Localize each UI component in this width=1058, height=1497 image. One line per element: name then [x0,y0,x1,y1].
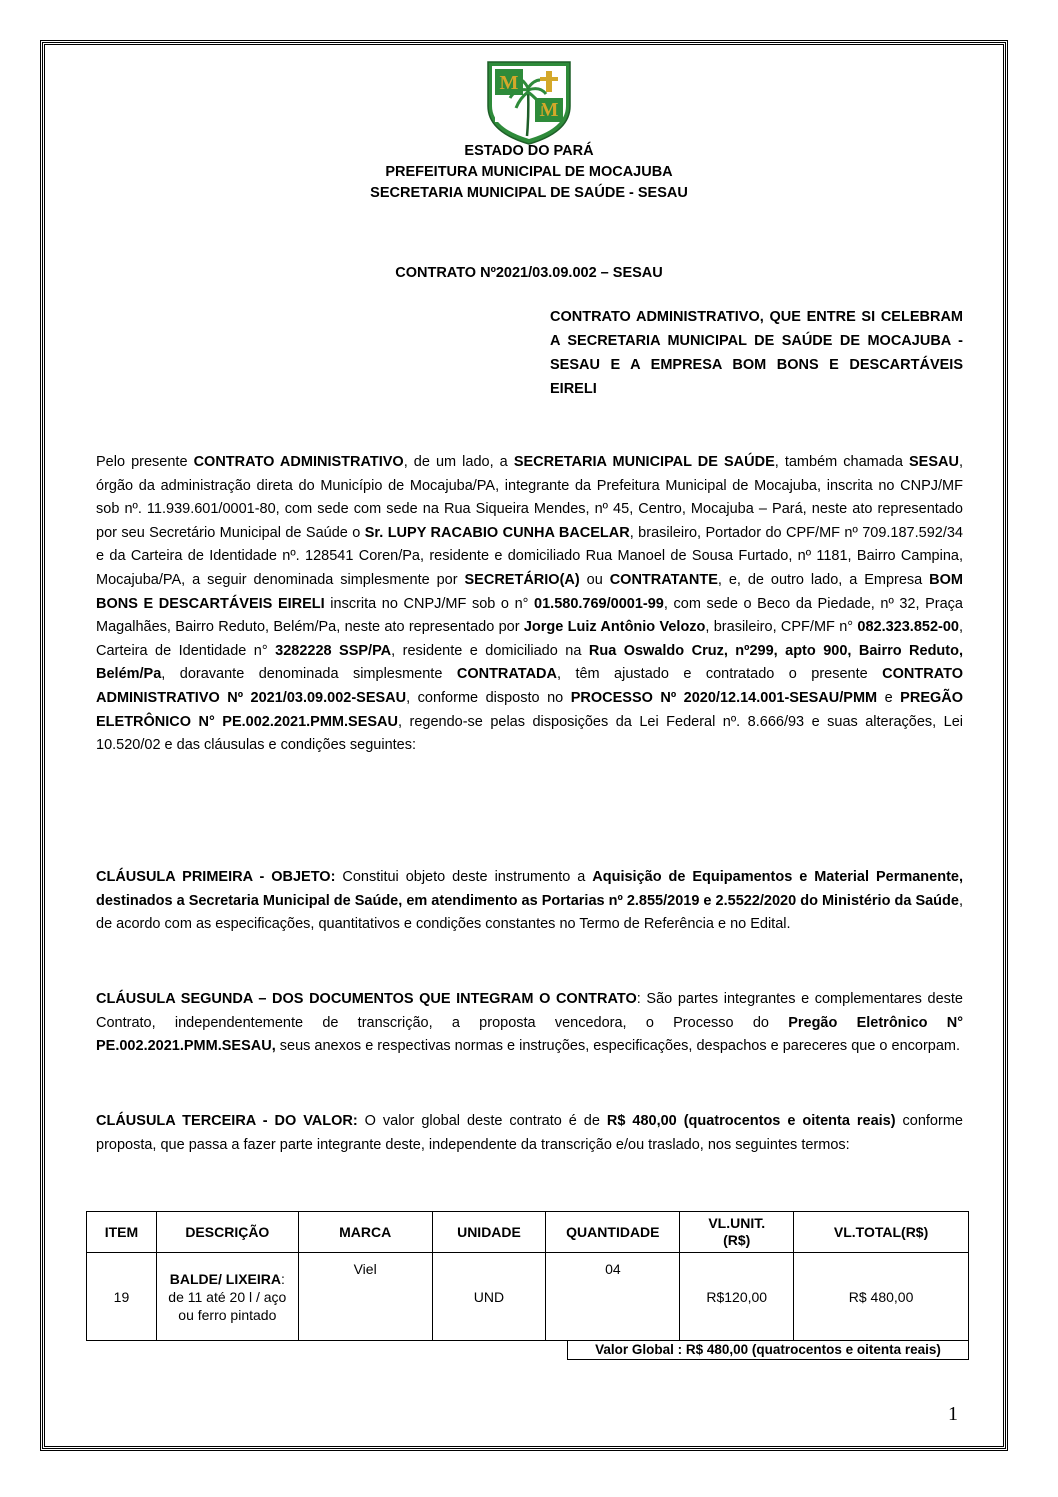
cell-unit: UND [432,1253,546,1341]
cell-unit-value: R$120,00 [680,1253,794,1341]
header-quantity: QUANTIDADE [546,1212,680,1253]
global-value-total: Valor Global : R$ 480,00 (quatrocentos e oitenta reais) [567,1340,969,1360]
cell-total-value: R$ 480,00 [794,1253,969,1341]
clause-first-object: CLÁUSULA PRIMEIRA - OBJETO: Constitui objeto deste instrumento a Aquisição de Equipamentos e Material Permanente, destinados a Secretaria Municipal de Saúde, em atendimento as Portarias nº 2.855/2019 e 2.5522/2020 do Ministério da Saúde, de acordo com as especificações, quantitativos e condições constantes no Termo de Referência e no Edital. [96,869,964,933]
header-prefecture: PREFEITURA MUNICIPAL DE MOCAJUBA [385,164,673,180]
header-total-value: VL.TOTAL(R$) [794,1212,969,1253]
clause-third-value: CLÁUSULA TERCEIRA - DO VALOR: O valor global deste contrato é de R$ 480,00 (quatrocentos e oitenta reais) conforme proposta, que passa a fazer parte integrante deste, independente da transcrição e/ou traslado, nos seguintes termos: [96,1113,963,1153]
clause-second-documents: CLÁUSULA SEGUNDA – DOS DOCUMENTOS QUE INTEGRAM O CONTRATO: São partes integrantes e complementares deste Contrato, independentemente de transcrição, a proposta vencedora, o Processo do Pregão Eletrônico N° PE.002.2021.PMM.SESAU, seus anexos e respectivas normas e instruções, especificações, despachos e pareceres que o encorpam. [96,991,964,1055]
header-unit-value: VL.UNIT. (R$) [680,1212,794,1253]
cell-quantity: 04 [546,1253,680,1341]
cell-description: BALDE/ LIXEIRA: de 11 até 20 l / aço ou ferro pintado [156,1253,298,1341]
header-description: DESCRIÇÃO [156,1212,298,1253]
preamble-paragraph: Pelo presente CONTRATO ADMINISTRATIVO, de um lado, a SECRETARIA MUNICIPAL DE SAÚDE, também chamada SESAU, órgão da administração direta do Município de Mocajuba/PA, integrante da Prefeitura Municipal de Mocajuba, inscrita no CNPJ/MF sob nº. 11.939.601/0001-80, com sede com sede na Rua Siqueira Mendes, nº 45, Centro, Mocajuba – Pará, neste ato representado por seu Secretário Municipal de Saúde o Sr. LUPY RACABIO CUNHA BACELAR, brasileiro, Portador do CPF/MF nº 709.187.592/34 e da Carteira de Identidade nº. 128541 Coren/Pa, residente e domiciliado Rua Manoel de Sousa Furtado, nº 1181, Bairro Campina, Mocajuba/PA, a seguir denominada simplesmente por SECRETÁRIO(A) ou CONTRATANTE, e, de outro lado, a Empresa BOM BONS E DESCARTÁVEIS EIRELI inscrita no CNPJ/MF sob o n° 01.580.769/0001-99, com sede o Beco da Piedade, nº 32, Praça Magalhães, Bairro Reduto, Belém/Pa, neste ato representado por Jorge Luiz Antônio Velozo, brasileiro, CPF/MF n° 082.323.852-00, Carteira de Identidade n° 3282228 SSP/PA, residente e domiciliado na Rua Oswaldo Cruz, nº299, apto 900, Bairro Reduto, Belém/Pa, doravante denominada simplesmente CONTRATADA, têm ajustado e contratado o presente CONTRATO ADMINISTRATIVO Nº 2021/03.09.002-SESAU, conforme disposto no PROCESSO Nº 2020/12.14.001-SESAU/PMM e PREGÃO ELETRÔNICO N° PE.002.2021.PMM.SESAU, regendo-se pelas disposições da Lei Federal nº. 8.666/93 e suas alterações, Lei 10.520/02 e das cláusulas e condições seguintes: [96,454,964,754]
document-header [0,141,1058,204]
logo-letter-top: M [499,72,519,94]
cell-item: 19 [87,1253,157,1341]
table-header-row [87,1212,969,1253]
page-number: 1 [948,1403,958,1425]
header-unit: UNIDADE [432,1212,546,1253]
header-item: ITEM [87,1212,157,1253]
cell-brand: Viel [298,1253,432,1341]
header-brand: MARCA [298,1212,432,1253]
header-secretariat: SECRETARIA MUNICIPAL DE SAÚDE - SESAU [370,185,688,201]
contract-number: CONTRATO Nº2021/03.09.002 – SESAU [395,265,663,281]
items-table [86,1211,969,1341]
logo-letter-bottom: M [539,99,559,121]
municipal-shield-logo-icon [484,58,574,146]
header-state: ESTADO DO PARÁ [464,143,594,159]
contract-summary: CONTRATO ADMINISTRATIVO, QUE ENTRE SI CELEBRAM A SECRETARIA MUNICIPAL DE SAÚDE DE MOCAJUBA - SESAU E A EMPRESA BOM BONS E DESCARTÁVEIS EIRELI [550,309,963,397]
table-row [87,1253,969,1341]
